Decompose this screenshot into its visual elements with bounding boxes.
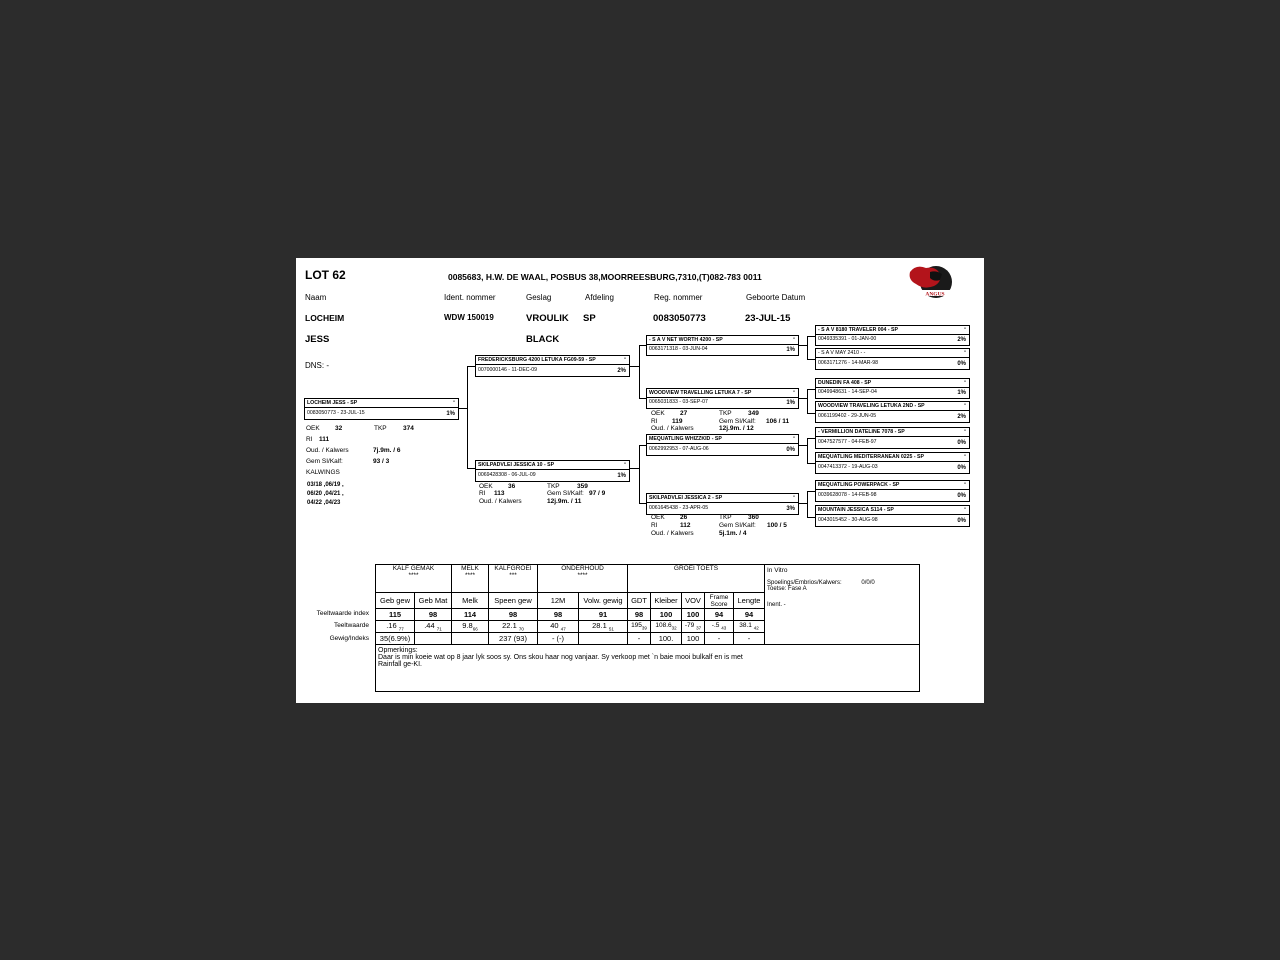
label-geslag: Geslag xyxy=(526,293,552,302)
pedigree-ds-box: MEQUATLING WHIZZKID - SP - 0062992953 - 07-AUG-06 0% xyxy=(646,434,799,456)
pedigree-gg-6: MEQUATLING MEDITERRANEAN 0225 - SP - 0047413372 - 19-AUG-03 0% xyxy=(815,452,970,474)
label-reg: Reg. nommer xyxy=(654,293,703,302)
label-ident: Ident. nommer xyxy=(444,293,496,302)
in-vitro-panel: In Vitro Spoelings/Embrios/Kalwers: 0/0/0 Toetse: Fase A Inent. - xyxy=(765,565,920,645)
animal-name-1: LOCHEIM xyxy=(305,313,345,323)
pedigree-ss-box: - S A V NET WORTH 4200 - SP - 0063171318 - 03-JUN-04 1% xyxy=(646,335,799,356)
label-afdeling: Afdeling xyxy=(585,293,614,302)
group-melk: MELK **** xyxy=(452,565,489,593)
group-kalfgroei: KALFGROEI *** xyxy=(489,565,538,593)
animal-dob: 23-JUL-15 xyxy=(745,313,791,324)
animal-ident: WDW 150019 xyxy=(444,313,494,322)
animal-color: BLACK xyxy=(526,334,560,345)
angus-logo xyxy=(906,262,952,302)
pedigree-gg-4: WOODVIEW TRAVELING LETUKA 2ND - SP - 0061199402 - 29-JUN-05 2% xyxy=(815,401,970,423)
pedigree-gg-3: DUNEDIN FA 408 - SP - 0049948631 - 14-SEP-04 1% xyxy=(815,378,970,399)
label-naam: Naam xyxy=(305,293,327,302)
line-gen1 xyxy=(467,366,468,468)
label-geboorte: Geboorte Datum xyxy=(746,293,806,302)
pedigree-dd-box: SKILPADVLEI JESSICA 2 - SP - 0061645438 - 23-APR-05 3% xyxy=(646,493,799,515)
pedigree-sd-box: WOODVIEW TRAVELLING LETUKA 7 - SP - 0065031833 - 03-SEP-07 1% xyxy=(646,388,799,409)
animal-reg: 0083050773 xyxy=(653,313,706,324)
line-self xyxy=(458,408,467,409)
comments: Opmerkings: Daar is min koeie wat op 8 jaar lyk soos sy. Ons skou haar nog vanjaar. Sy verkoop met `n baie mooi bulkalf en is met Rainfall ge-KI. xyxy=(376,645,920,692)
svg-text:ANGUS: ANGUS xyxy=(925,291,945,298)
lot-card: LOT 62 0085683, H.W. DE WAAL, POSBUS 38,MOORREESBURG,7310,(T)082-783 0011 ANGUS Naam Ident. nommer Geslag Afdeling Reg. nommer Geboorte Datum LOCHEIM WDW 150019 VROULIK SP 0083050773 23-JUL-15 JESS BLACK DNS: - LOCHEIM JESS - SP - 0083050773 - 23-JUL-15 1% OEK 32 TKP 374 RI 111 Oud. / Kalwers 7j.9m. / 6 Gem SI/Kalf: 93 / 3 KALWINGS 03/18 ,06/19 , 06/20 ,04/21 , 04/22 ,04/23 FREDERICKSBURG 4200 LETUKA FG09-59 - SP - 0070000146 - 11-DEC-09 2% SKILPADVLEI JESSICA 10 - SP - 0069428308 - 06-JUL-09 1% OEK 36 TKP 359 RI 113 Gem SI/Kalf: 97 / 9 Oud. / Kalwers 12j.9m. / 11 - S A V NET WORTH 4200 - SP - 0063171318 - 03-JUN-04 1% WOODVIEW TRAVELLING LETUKA 7 - SP - 0065031833 - 03-SEP-07 1% OEK 27 TKP 349 RI 119 Gem SI/Kalf: 106 / 11 Oud. / Kalwers 12j.9m. / 12 MEQUATLING WHIZZKID - SP - 0062992953 - 07-AUG-06 0% SKILPADVLEI JESSICA 2 - SP - 0061645438 - 23-APR-05 3% OEK 26 TKP 360 RI 112 Gem SI/Kalf: 100 / 5 Oud. / Kalwers 5j.1m. / 4 - S A V 8180 TRAVELER 004 - SP - 0049335391 - 01-JAN-00 2% - S A V MAY 2410 - - - 0063171276 - 14-MAR-98 0% DUNEDIN FA 408 - SP - 0049948631 - 14-SEP-04 1% WOODVIEW TRAVELING LETUKA 2ND - SP - 0061199402 - 29-JUN-05 2% - VERMILLION DATELINE 7078 - SP - 0047527577 - 04-FEB-97 0% MEQUATLING MEDITERRANEAN 0225 - SP - 0047413372 - 19-AUG-03 0% MEQUATLING POWERPACK - SP - 0039628078 - 14-FEB-98 0% MOUNTAIN JESSICA S114 - SP - 0043015452 - 30-AUG-98 0% Teeltwaarde index Teeltwaarde Gewig/Indeks KALF GEMAK **** MELK **** KALFGROEI *** ONDERHOUD **** GROEI TOETS In Vitro Spoelings/Embrios/Kalwers: 0/0/0 Toetse: Fase A Inent. - Geb gew Geb Mat Melk Speen gew 12M Volw. gewig GDT Kleiber VOV Frame Score Lengte 115 98 114 98 98 91 98 100 100 94 94 .16 $_{77}$ .44 $_{71}$ $9.8_{66}$ 22.1 $_{70}$ 40 $_{47}$ 28.1 $_{51}$ $195_{39}$ $108.6_{32}$ -79 $_{37}$ -.5 $_{43}$ 38.1 $_{42}$ 35(6.9%) 237 (93) - (-) - 100. 100 - - Opmerkings: Daar is min koeie wat op 8 jaar lyk soos sy. Ons skou haar nog vanjaar. Sy verkoop met `n baie mooi bulkalf en is met Rainfall ge-KI. xyxy=(296,258,984,703)
owner-line: 0085683, H.W. DE WAAL, POSBUS 38,MOORREESBURG,7310,(T)082-783 0011 xyxy=(448,272,762,282)
pedigree-gg-5: - VERMILLION DATELINE 7078 - SP - 0047527577 - 04-FEB-97 0% xyxy=(815,427,970,449)
genetic-table: KALF GEMAK **** MELK **** KALFGROEI *** ONDERHOUD **** GROEI TOETS In Vitro Spoelings/Embrios/Kalwers: 0/0/0 Toetse: Fase A Inent. - Geb gew Geb Mat Melk Speen gew 12M Volw. gewig GDT Kleiber VOV Frame Score Lengte 115 98 114 98 98 91 98 100 100 94 94 .16 $_{77}$ .44 $_{71}$ $9.8_{66}$ 22.1 $_{70}$ 40 $_{47}$ 28.1 $_{51}$ $195_{39}$ $108.6_{32}$ -79 $_{37}$ -.5 $_{43}$ 38.1 $_{42}$ 35(6.9%) 237 (93) - (-) - 100. 100 - - Opmerkings: Daar is min koeie wat op 8 jaar lyk soos sy. Ons skou haar nog vanjaar. Sy verkoop met `n baie mooi bulkalf en is met Rainfall ge-KI. xyxy=(375,564,920,692)
row-label-tw: Teeltwaarde xyxy=(333,622,369,629)
animal-name-2: JESS xyxy=(305,334,330,345)
pedigree-gg-8: MOUNTAIN JESSICA S114 - SP - 0043015452 - 30-AUG-98 0% xyxy=(815,505,970,527)
group-onderhoud: ONDERHOUD **** xyxy=(538,565,628,593)
pedigree-gg-7: MEQUATLING POWERPACK - SP - 0039628078 - 14-FEB-98 0% xyxy=(815,480,970,502)
self-pct: 1% xyxy=(446,411,455,417)
self-name: LOCHEIM JESS - SP xyxy=(307,400,358,406)
animal-dept: SP xyxy=(583,313,596,324)
animal-sex: VROULIK xyxy=(526,313,569,324)
self-id: 0083050773 - 23-JUL-15 xyxy=(307,410,365,416)
row-label-gew: Gewig/Indeks xyxy=(329,635,369,642)
pedigree-self-box: LOCHEIM JESS - SP - 0083050773 - 23-JUL-15 1% xyxy=(304,398,459,420)
dns: DNS: - xyxy=(305,361,329,370)
group-groei-toets: GROEI TOETS xyxy=(628,565,765,593)
pedigree-gg-1: - S A V 8180 TRAVELER 004 - SP - 0049335391 - 01-JAN-00 2% xyxy=(815,325,970,346)
pedigree-sire-box: FREDERICKSBURG 4200 LETUKA FG09-59 - SP - 0070000146 - 11-DEC-09 2% xyxy=(475,355,630,377)
pedigree-dam-box: SKILPADVLEI JESSICA 10 - SP - 0069428308 - 06-JUL-09 1% xyxy=(475,460,630,482)
group-kalf-gemak: KALF GEMAK **** xyxy=(376,565,452,593)
lot-number: LOT 62 xyxy=(305,268,346,282)
pedigree-gg-2: - S A V MAY 2410 - - - 0063171276 - 14-MAR-98 0% xyxy=(815,348,970,370)
row-label-index: Teeltwaarde index xyxy=(316,610,369,617)
